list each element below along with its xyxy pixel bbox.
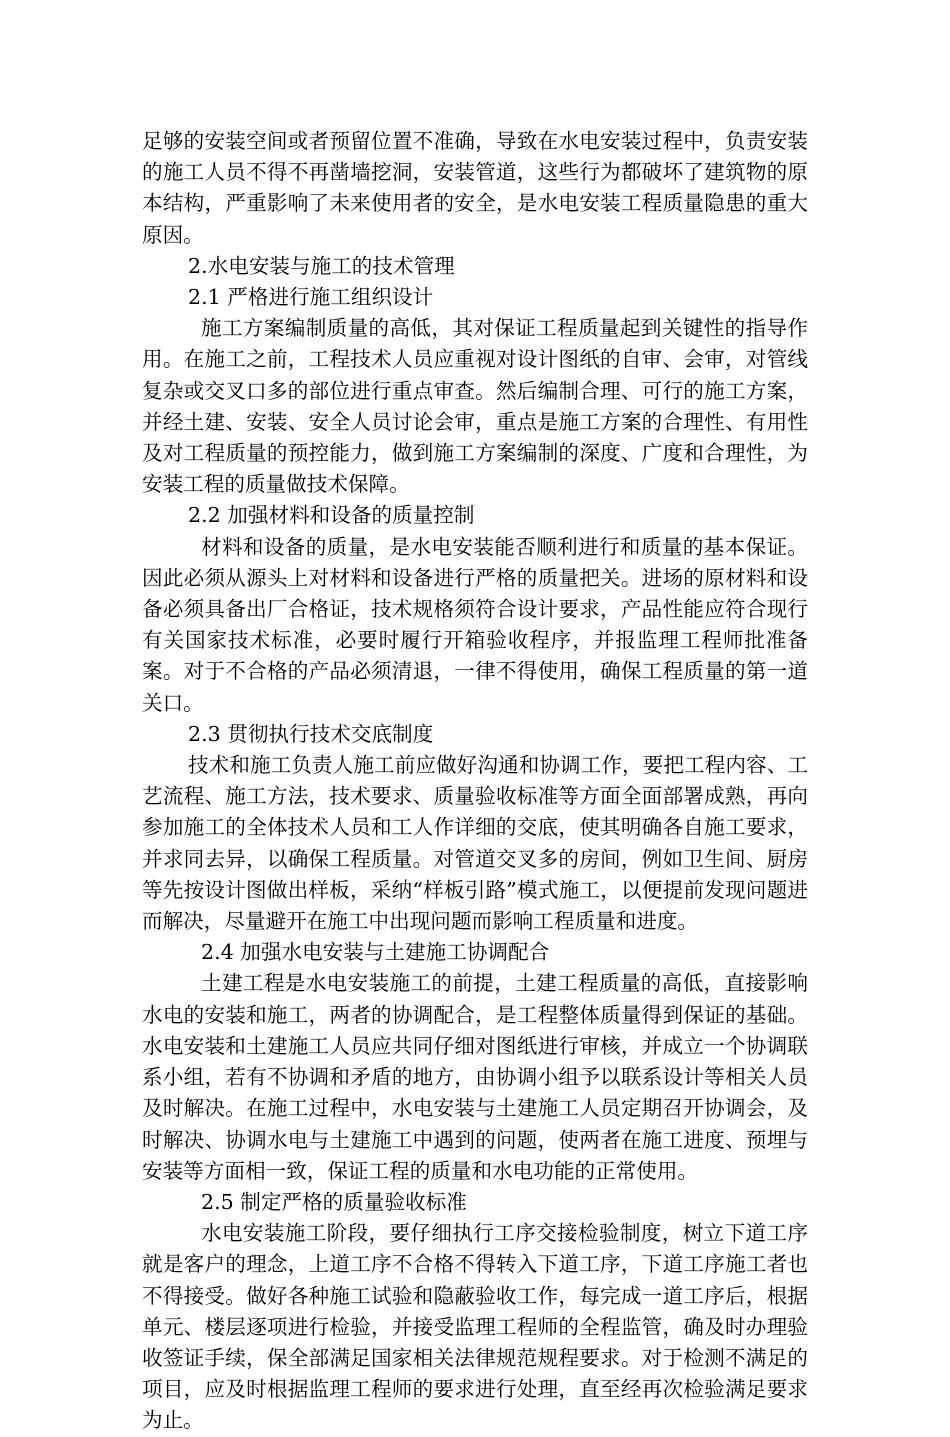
intro-paragraph: 足够的安装空间或者预留位置不准确，导致在水电安装过程中，负责安装的施工人员不得不再凿墙挖洞，安装管道，这些行为都破坏了建筑物的原本结构，严重影响了未来使用者的安全，是水电安装工程质量隐患的重大原因。 bbox=[142, 129, 808, 247]
section-2-5-body: 水电安装施工阶段，要仔细执行工序交接检验制度，树立下道工序就是客户的理念，上道工序不合格不得转入下道工序，下道工序施工者也不得接受。做好各种施工试验和隐蔽验收工作，每完成一道工序后，根据单元、楼层逐项进行检验，并接受监理工程师的全程监管，确及时办理验收签证手续，保全部满足国家相关法律规范规程要求。对于检测不满足的项目，应及时根据监理工程师的要求进行处理，直至经再次检验满足要求为止。 bbox=[142, 1221, 808, 1433]
section-2-2-body: 材料和设备的质量，是水电安装能否顺利进行和质量的基本保证。因此必须从源头上对材料和设备进行严格的质量把关。进场的原材料和设备必须具备出厂合格证，技术规格须符合设计要求，产品性能应符合现行有关国家技术标准，必要时履行开箱验收程序，并报监理工程师批准备案。对于不合格的产品必须清退，一律不得使用，确保工程质量的第一道关口。 bbox=[142, 534, 808, 715]
document-page bbox=[142, 126, 808, 1437]
section-2-4-body: 土建工程是水电安装施工的前提，土建工程质量的高低，直接影响水电的安装和施工，两者的协调配合，是工程整体质量得到保证的基础。水电安装和土建施工人员应共同仔细对图纸进行审核，并成立一个协调联系小组，若有不协调和矛盾的地方，由协调小组予以联系设计等相关人员及时解决。在施工过程中，水电安装与土建施工人员定期召开协调会，及时解决、协调水电与土建施工中遇到的问题，使两者在施工进度、预埋与安装等方面相一致，保证工程的质量和水电功能的正常使用。 bbox=[142, 971, 808, 1183]
section-2-3-heading: 2.3 贯彻执行技术交底制度 bbox=[188, 721, 434, 746]
section-2-3-body: 技术和施工负责人施工前应做好沟通和协调工作，要把工程内容、工艺流程、施工方法，技术要求、质量验收标准等方面全面部署成熟，再向参加施工的全体技术人员和工人作详细的交底，使其明确各自施工要求，并求同去异，以确保工程质量。对管道交叉多的房间，例如卫生间、厨房等先按设计图做出样板，采纳“样板引路”模式施工，以便提前发现问题进而解决，尽量避开在施工中出现问题而影响工程质量和进度。 bbox=[142, 753, 808, 934]
section-2-1-body: 施工方案编制质量的高低，其对保证工程质量起到关键性的指导作用。在施工之前，工程技术人员应重视对设计图纸的自审、会审，对管线复杂或交叉口多的部位进行重点审查。然后编制合理、可行的施工方案，并经土建、安装、安全人员讨论会审，重点是施工方案的合理性、有用性及对工程质量的预控能力，做到施工方案编制的深度、广度和合理性，为安装工程的质量做技术保障。 bbox=[142, 316, 808, 497]
section-2-4-heading: 2.4 加强水电安装与土建施工协调配合 bbox=[201, 940, 550, 965]
section-2-2-heading: 2.2 加强材料和设备的质量控制 bbox=[188, 503, 475, 528]
section-2-1-heading: 2.1 严格进行施工组织设计 bbox=[188, 285, 434, 310]
section-2-heading: 2.水电安装与施工的技术管理 bbox=[188, 253, 455, 278]
section-2-5-heading: 2.5 制定严格的质量验收标准 bbox=[201, 1189, 467, 1214]
